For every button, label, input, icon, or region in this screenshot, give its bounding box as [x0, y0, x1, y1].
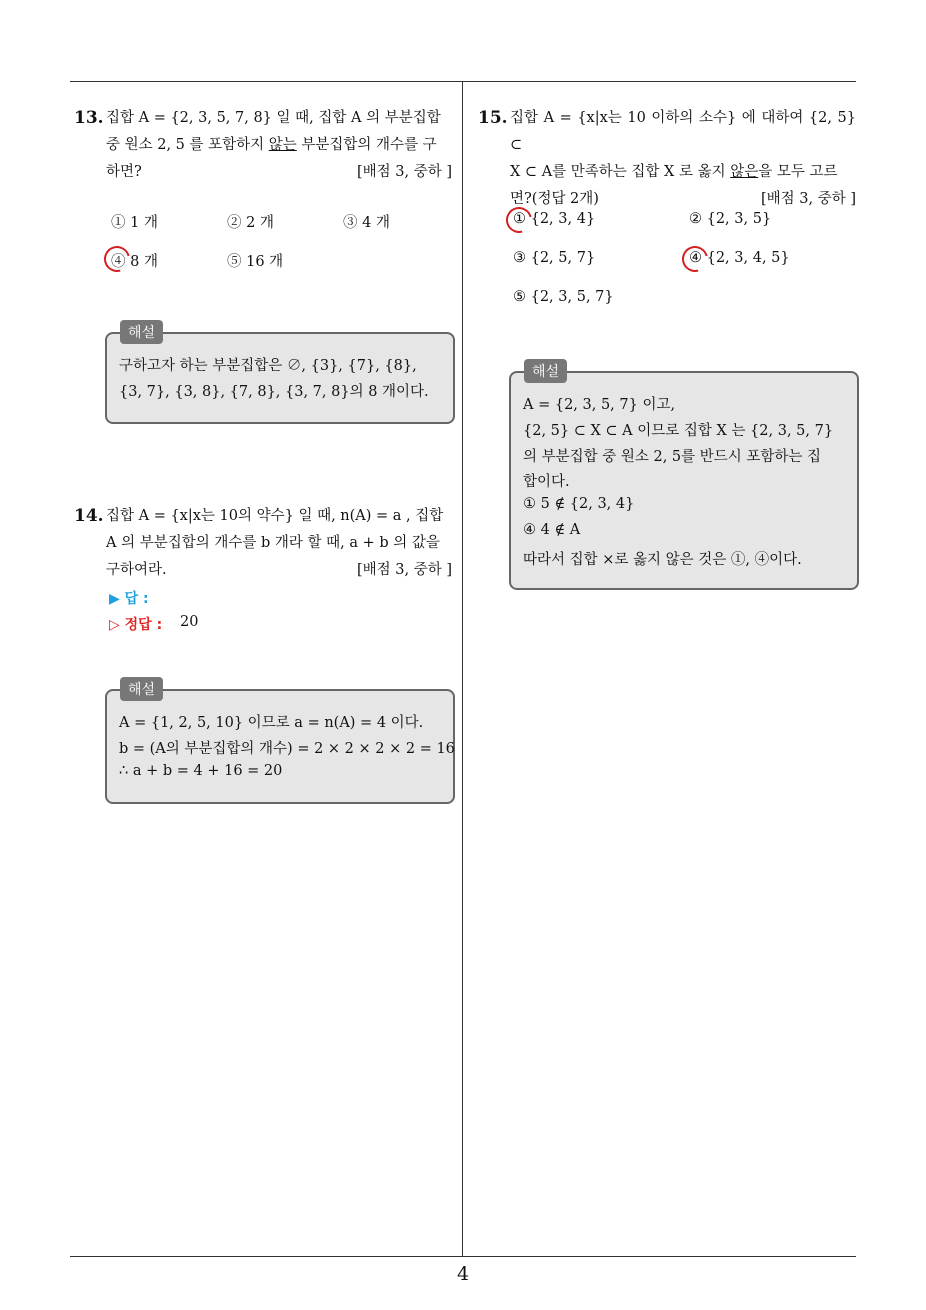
- solution-line: {3, 7}, {3, 8}, {7, 8}, {3, 7, 8}의 8 개이다.: [119, 384, 429, 400]
- option-3[interactable]: ③ {2, 5, 7}: [513, 250, 596, 266]
- option-2[interactable]: ② 2 개: [227, 215, 274, 231]
- answer-label: ▶ 답 :: [109, 591, 149, 607]
- solution-line: A = {2, 3, 5, 7} 이고,: [523, 397, 676, 413]
- solution-line: 따라서 집합 ×로 옳지 않은 것은 ①, ④이다.: [523, 552, 802, 568]
- solution-line: {2, 5} ⊂ X ⊂ A 이므로 집합 X 는 {2, 3, 5, 7}: [523, 423, 834, 439]
- option-3[interactable]: ③ 4 개: [343, 215, 390, 231]
- solution-box: [105, 682, 455, 804]
- solution-tag: 해설: [120, 677, 163, 701]
- answer-mark-circle: [677, 241, 713, 277]
- question-line: 집합 A = {x|x는 10 이하의 소수} 에 대하여 {2, 5} ⊂: [510, 110, 856, 153]
- solution-line: ∴ a + b = 4 + 16 = 20: [119, 763, 283, 779]
- option-4[interactable]: ④ {2, 3, 4, 5}: [689, 250, 790, 266]
- solution-line: 구하고자 하는 부분집합은 ∅, {3}, {7}, {8},: [119, 358, 417, 374]
- question-number: 15.: [478, 108, 508, 128]
- question-line: 하면? [배점 3, 중하 ]: [106, 159, 452, 186]
- question-text: [106, 105, 452, 186]
- option-5[interactable]: ⑤ {2, 3, 5, 7}: [513, 289, 614, 305]
- solution-line: ④ 4 ∉ A: [523, 522, 581, 538]
- page-number: 4: [456, 1263, 470, 1285]
- solution-box: [105, 325, 455, 424]
- underlined-word: 않은: [730, 164, 759, 180]
- option-1[interactable]: ① 1 개: [111, 215, 158, 231]
- score-meta: [배점 3, 중하 ]: [356, 164, 452, 180]
- underlined-word: 않는: [268, 137, 297, 153]
- question-line: X ⊂ A를 만족하는 집합 X 로 옳지 않은을 모두 고르: [510, 164, 838, 180]
- solution-tag: 해설: [120, 320, 163, 344]
- column-divider: [462, 81, 463, 1256]
- question-line: 구하여라. [배점 3, 중하 ]: [106, 557, 452, 584]
- header-rule: [70, 81, 856, 82]
- score-meta: [배점 3, 중하 ]: [760, 191, 856, 207]
- correct-answer-value: 20: [180, 614, 199, 630]
- question-line: 중 원소 2, 5 를 포함하지 않는 부분집합의 개수를 구: [106, 137, 437, 153]
- score-meta: [배점 3, 중하 ]: [356, 562, 452, 578]
- correct-answer-label: ▷ 정답 :: [109, 617, 163, 633]
- question-line: 면?(정답 2개) [배점 3, 중하 ]: [510, 186, 856, 213]
- option-2[interactable]: ② {2, 3, 5}: [689, 211, 772, 227]
- option-5[interactable]: ⑤ 16 개: [227, 254, 284, 270]
- option-4[interactable]: ④ 8 개: [111, 254, 158, 270]
- answer-mark-circle: [99, 241, 135, 277]
- question-line: 집합 A = {2, 3, 5, 7, 8} 일 때, 집합 A 의 부분집합: [106, 110, 441, 126]
- solution-line: 합이다.: [523, 474, 570, 490]
- question-line: A 의 부분집합의 개수를 b 개라 할 때, a + b 의 값을: [106, 535, 440, 551]
- solution-line: 의 부분집합 중 원소 2, 5를 반드시 포함하는 집: [523, 449, 822, 465]
- question-text: [510, 105, 856, 213]
- question-text: [106, 503, 452, 584]
- question-line: 집합 A = {x|x는 10의 약수} 일 때, n(A) = a , 집합: [106, 508, 444, 524]
- solution-tag: 해설: [524, 359, 567, 383]
- option-1[interactable]: ① {2, 3, 4}: [513, 211, 596, 227]
- solution-line: ① 5 ∉ {2, 3, 4}: [523, 496, 635, 512]
- solution-box: [509, 364, 859, 590]
- solution-line: A = {1, 2, 5, 10} 이므로 a = n(A) = 4 이다.: [119, 715, 424, 731]
- question-number: 13.: [74, 108, 104, 128]
- footer-rule: [70, 1256, 856, 1257]
- question-number: 14.: [74, 506, 104, 526]
- solution-line: b = (A의 부분집합의 개수) = 2 × 2 × 2 × 2 = 16: [119, 741, 455, 757]
